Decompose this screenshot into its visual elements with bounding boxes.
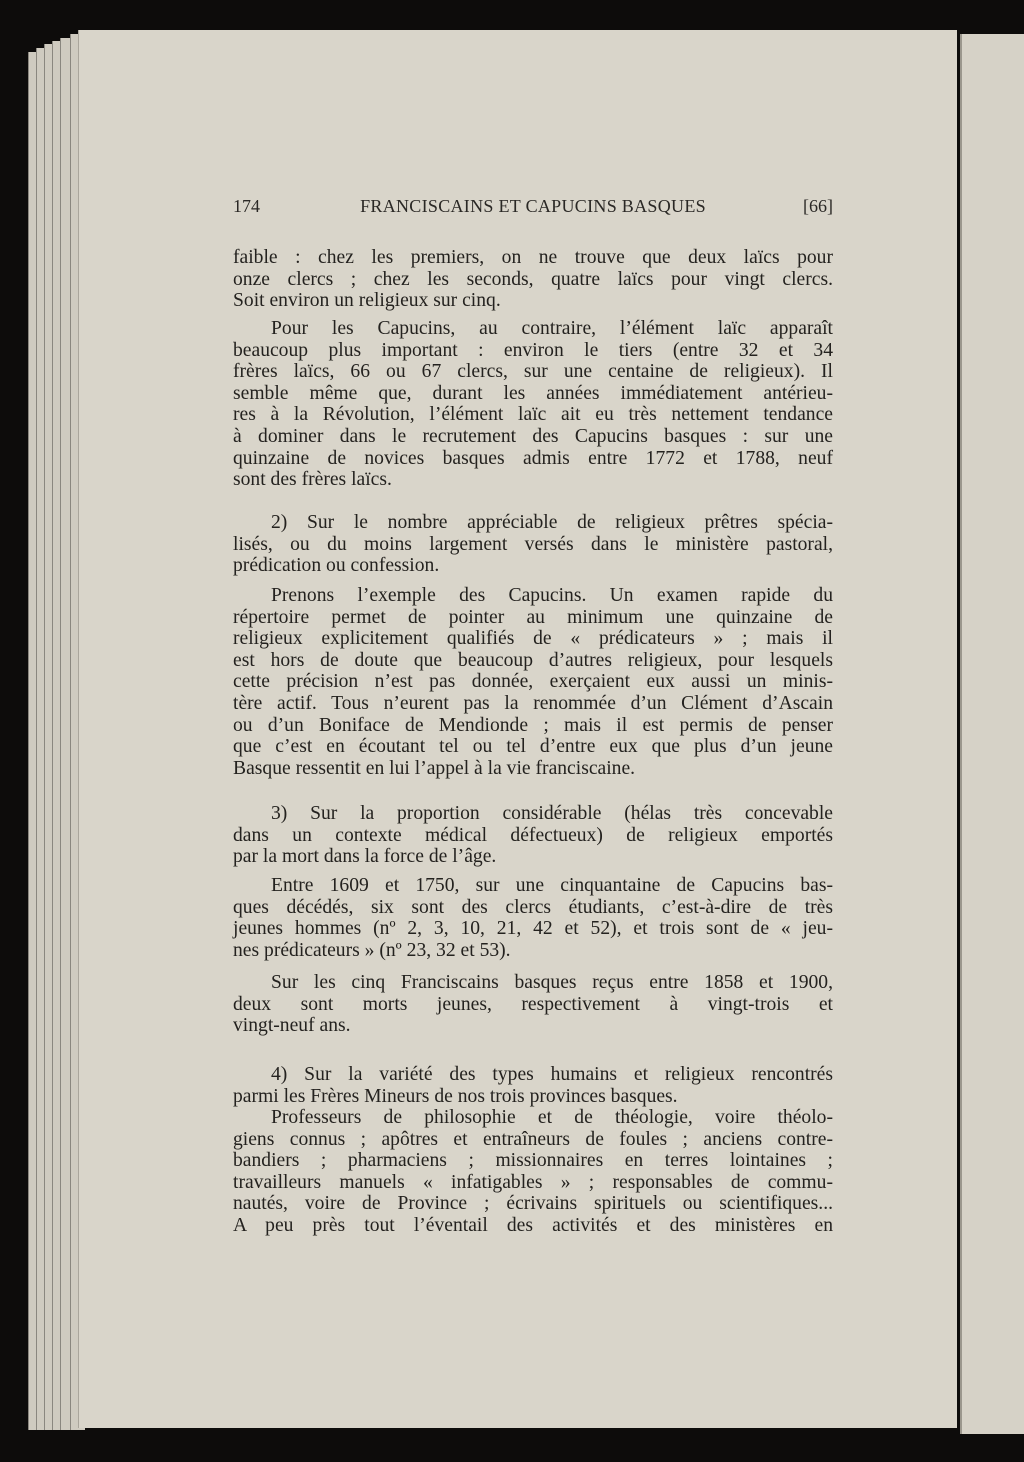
text-line: giens connus ; apôtres et entraîneurs de foules ; anciens contre- [233, 1128, 833, 1150]
section-ref: [66] [803, 196, 833, 216]
paragraph [233, 247, 833, 312]
text-line: deux sont morts jeunes, respectivement à vingt-trois et [233, 993, 833, 1015]
paragraph [233, 1064, 833, 1107]
text-line: répertoire permet de pointer au minimum une quinzaine de [233, 606, 833, 628]
text-line: tère actif. Tous n’eurent pas la renommée d’un Clément d’Ascain [233, 692, 833, 714]
text-line: A peu près tout l’éventail des activités et des ministères en [233, 1214, 833, 1236]
text-line: que c’est en écoutant tel ou tel d’entre eux que plus d’un jeune [233, 736, 833, 758]
text-line: onze clercs ; chez les seconds, quatre laïcs pour vingt clercs. [233, 268, 833, 290]
text-line: sont des frères laïcs. [233, 469, 392, 491]
text-line: ou d’un Boniface de Mendionde ; mais il est permis de penser [233, 714, 833, 736]
text-line: Basque ressentit en lui l’appel à la vie franciscaine. [233, 757, 636, 779]
text-line: faible : chez les premiers, on ne trouve que deux laïcs pour [233, 247, 833, 268]
running-header [233, 196, 833, 220]
text-line: semble même que, durant les années immédiatement antérieu- [233, 382, 833, 404]
text-line: cette précision n’est pas donnée, exerçaient eux aussi un minis- [233, 671, 833, 693]
text-line: parmi les Frères Mineurs de nos trois provinces basques. [233, 1085, 678, 1107]
text-line: nes prédicateurs » (nº 23, 32 et 53). [233, 939, 511, 961]
text-line: prédication ou confession. [233, 555, 440, 577]
text-line: Pour les Capucins, au contraire, l’élément laïc apparaît [271, 318, 833, 339]
text-line: beaucoup plus important : environ le tiers (entre 32 et 34 [233, 339, 833, 361]
text-line: religieux explicitement qualifiés de « prédicateurs » ; mais il [233, 628, 833, 650]
text-line: Prenons l’exemple des Capucins. Un examen rapide du [271, 585, 833, 606]
text-line: quinzaine de novices basques admis entre 1772 et 1788, neuf [233, 447, 833, 469]
page-number: 174 [233, 196, 260, 216]
text-line: Sur les cinq Franciscains basques reçus entre 1858 et 1900, [271, 972, 833, 993]
text-line: Soit environ un religieux sur cinq. [233, 290, 501, 312]
text-line: par la mort dans la force de l’âge. [233, 846, 497, 868]
text-line: 4) Sur la variété des types humains et religieux rencontrés [271, 1064, 833, 1085]
text-line: ques décédés, six sont des clercs étudiants, c’est-à-dire de très [233, 896, 833, 918]
text-line: est hors de doute que beaucoup d’autres religieux, pour lesquels [233, 649, 833, 671]
paragraph [233, 318, 833, 491]
paragraph [233, 972, 833, 1037]
text-line: 2) Sur le nombre appréciable de religieux prêtres spécia- [271, 512, 833, 533]
text-line: Professeurs de philosophie et de théologie, voire théolo- [271, 1107, 833, 1128]
text-line: lisés, ou du moins largement versés dans le ministère pastoral, [233, 533, 833, 555]
text-line: jeunes hommes (nº 2, 3, 10, 21, 42 et 52), et trois sont de « jeu- [233, 918, 833, 940]
paragraph [233, 875, 833, 961]
text-line: res à la Révolution, l’élément laïc ait eu très nettement tendance [233, 404, 833, 426]
paragraph [233, 585, 833, 779]
text-line: bandiers ; pharmaciens ; missionnaires en terres lointaines ; [233, 1150, 833, 1172]
text-line: dans un contexte médical défectueux) de religieux emportés [233, 824, 833, 846]
text-line: 3) Sur la proportion considérable (hélas très concevable [271, 803, 833, 824]
text-line: nautés, voire de Province ; écrivains spirituels ou scientifiques... [233, 1193, 833, 1215]
text-line: à dominer dans le recrutement des Capucins basques : sur une [233, 425, 833, 447]
text-line: travailleurs manuels « infatigables » ; responsables de commu- [233, 1171, 833, 1193]
running-title: FRANCISCAINS ET CAPUCINS BASQUES [360, 196, 706, 216]
text-line: Entre 1609 et 1750, sur une cinquantaine de Capucins bas- [271, 875, 833, 896]
text-line: vingt-neuf ans. [233, 1015, 351, 1037]
text-line: frères laïcs, 66 ou 67 clercs, sur une centaine de religieux). Il [233, 361, 833, 383]
paragraph [233, 512, 833, 577]
paragraph [233, 1107, 833, 1237]
paragraph [233, 803, 833, 868]
facing-page-edge [960, 34, 1024, 1434]
